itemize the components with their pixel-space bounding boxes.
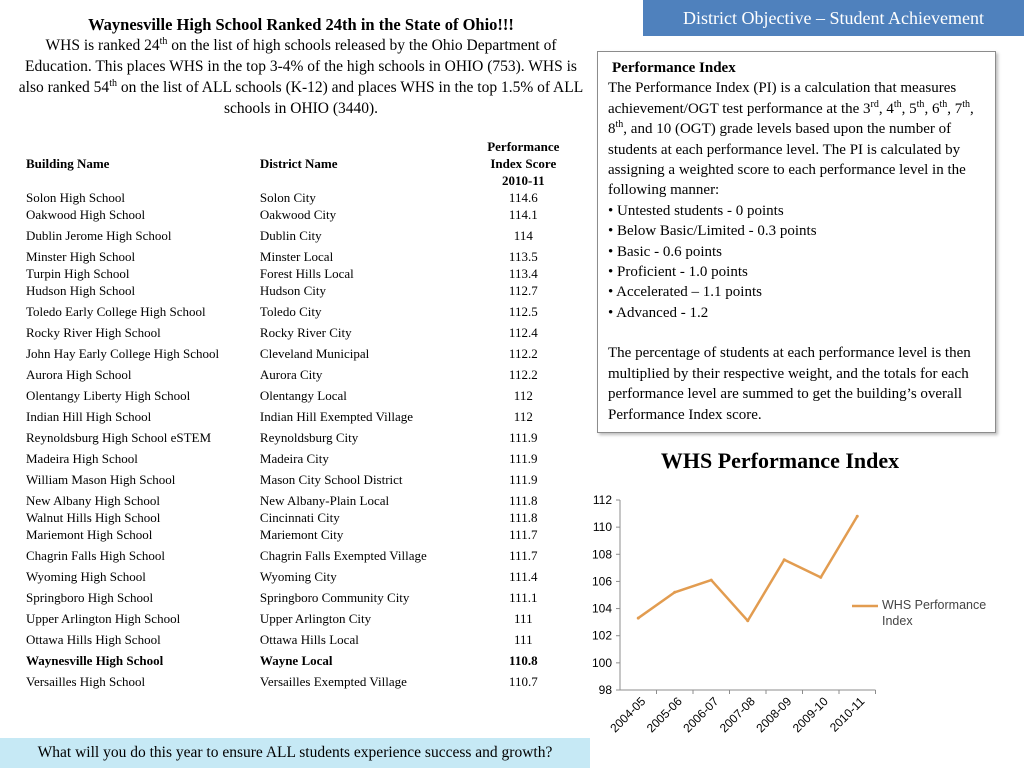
cell-pi-score: 111.8 <box>509 493 538 508</box>
data-point <box>856 515 859 518</box>
rankings-table <box>26 138 576 690</box>
pi-intro-grade: 8 <box>608 121 616 138</box>
table-row <box>26 606 576 627</box>
pi-intro-sup: th <box>939 98 948 110</box>
cell-district-name: Minster Local <box>259 249 334 264</box>
cell-district-name: New Albany-Plain Local <box>259 493 390 508</box>
cell-district-name: Chagrin Falls Exempted Village <box>259 548 427 563</box>
cell-building-name: Dublin Jerome High School <box>26 228 172 243</box>
y-tick-label: 106 <box>591 574 612 589</box>
cell-building-name: Indian Hill High School <box>26 409 152 424</box>
pi-bullet-item: • Untested students - 0 points <box>608 202 784 219</box>
pi-bullet-list <box>608 201 989 323</box>
table-row <box>26 467 576 488</box>
cell-district-name: Oakwood City <box>259 207 337 222</box>
cell-building-name: Solon High School <box>26 190 125 205</box>
cell-building-name: Springboro High School <box>26 590 154 605</box>
cell-building-name: Wyoming High School <box>26 569 146 584</box>
x-tick-label: 2007-08 <box>716 694 758 736</box>
cell-district-name: Springboro Community City <box>259 590 410 605</box>
cell-pi-score: 111 <box>514 611 533 626</box>
table-row <box>26 265 576 282</box>
cell-district-name: Rocky River City <box>259 325 352 340</box>
pi-intro-grade: 7 <box>954 100 963 117</box>
cell-building-name: Hudson High School <box>26 283 136 298</box>
table-row <box>26 509 576 526</box>
cell-pi-score: 111.7 <box>509 527 538 542</box>
table-row <box>26 526 576 543</box>
cell-building-name: Mariemont High School <box>26 527 153 542</box>
table-row <box>26 320 576 341</box>
cell-district-name: Reynoldsburg City <box>259 430 359 445</box>
cell-district-name: Versailles Exempted Village <box>259 674 407 689</box>
headline-body <box>12 35 590 119</box>
cell-district-name: Aurora City <box>259 367 323 382</box>
headline-text-2: on the list of high schools released by the Ohio Department of Education. This places WHS in the top 3-4% of the high schools in OHIO (753). WHS is also ranked 54 <box>18 37 577 96</box>
pi-intro-sup: th <box>916 98 925 110</box>
cell-district-name: Forest Hills Local <box>259 266 354 281</box>
cell-building-name: Minster High School <box>26 249 136 264</box>
table-row <box>26 282 576 299</box>
pi-intro-grade: 6 <box>931 100 940 117</box>
legend-label: WHS Performance Index <box>882 598 987 628</box>
cell-pi-score: 114.6 <box>508 190 538 205</box>
table-row <box>26 564 576 585</box>
cell-district-name: Indian Hill Exempted Village <box>259 409 414 424</box>
table-row <box>26 189 576 206</box>
cell-pi-score: 112.2 <box>508 346 538 361</box>
pi-intro-grade: 4 <box>886 100 894 117</box>
x-tick-label: 2004-05 <box>607 694 649 736</box>
pi-intro-text: (OGT) grade levels based upon the number of students at each performance level. The PI is calculated by assigning a weighted score to each performance level in the following manner: <box>608 121 966 199</box>
pi-intro-grade: 5 <box>909 100 917 117</box>
cell-building-name: Ottawa Hills High School <box>26 632 161 647</box>
headline-text-1: WHS is ranked 24 <box>45 37 160 54</box>
header-score-line-2: Index Score <box>490 156 557 171</box>
table-row <box>26 206 576 223</box>
table-row <box>26 627 576 648</box>
cell-pi-score: 111.1 <box>509 590 538 605</box>
cell-building-name: Olentangy Liberty High School <box>26 388 191 403</box>
x-tick-label: 2005-06 <box>643 694 685 736</box>
pi-intro-sup: rd <box>870 98 879 110</box>
cell-district-name: Wyoming City <box>259 569 337 584</box>
header-score-line-3: 2010-11 <box>502 173 545 188</box>
cell-district-name: Hudson City <box>259 283 326 298</box>
cell-building-name: Aurora High School <box>26 367 132 382</box>
cell-building-name: New Albany High School <box>26 493 160 508</box>
pi-bullet-item: • Proficient - 1.0 points <box>608 264 748 281</box>
header-building-name: Building Name <box>26 156 110 171</box>
cell-building-name: Madeira High School <box>26 451 138 466</box>
cell-pi-score: 111.8 <box>509 510 538 525</box>
performance-index-chart <box>570 480 1010 750</box>
headline-title: Waynesville High School Ranked 24th in the State of Ohio!!! <box>88 15 514 34</box>
header-pi-score <box>471 138 576 189</box>
cell-district-name: Cleveland Municipal <box>259 346 370 361</box>
cell-building-name: John Hay Early College High School <box>26 346 220 361</box>
table-row <box>26 446 576 467</box>
cell-district-name: Upper Arlington City <box>259 611 372 626</box>
pi-bullet-item: • Basic - 0.6 points <box>608 243 722 260</box>
cell-district-name: Solon City <box>259 190 316 205</box>
table-row <box>26 341 576 362</box>
section-banner: District Objective – Student Achievement <box>643 0 1024 36</box>
cell-pi-score: 111.9 <box>509 451 538 466</box>
x-tick-label: 2009-10 <box>789 694 831 736</box>
legend <box>882 597 1010 637</box>
headline-sup-1: th <box>159 35 168 47</box>
data-point <box>637 617 640 620</box>
cell-building-name: Upper Arlington High School <box>26 611 181 626</box>
bottom-question-bar: What will you do this year to ensure ALL students experience success and growth? <box>0 738 590 768</box>
cell-building-name: Rocky River High School <box>26 325 161 340</box>
headline-sup-2: th <box>109 77 117 89</box>
y-tick-label: 98 <box>598 683 612 697</box>
cell-building-name: Waynesville High School <box>26 653 164 668</box>
table-row <box>26 425 576 446</box>
pi-bullet-item: • Below Basic/Limited - 0.3 points <box>608 223 817 240</box>
cell-district-name: Toledo City <box>259 304 322 319</box>
table-row <box>26 383 576 404</box>
table-row <box>26 488 576 509</box>
cell-building-name: Turpin High School <box>26 266 130 281</box>
data-point <box>819 576 822 579</box>
pi-box-intro: The Performance Index (PI) is a calculation that measures achievement/OGT test performance at the 3rd, 4th, 5th, 6th, 7th, 8th, and 10 (OGT) grade levels based upon the number of students at each performance level. The PI is calculated by assigning a weighted score to each performance level in the following manner: <box>608 80 974 199</box>
y-tick-label: 110 <box>592 520 612 535</box>
y-tick-label: 112 <box>592 493 612 507</box>
table-row <box>26 223 576 244</box>
y-tick-label: 108 <box>591 547 612 562</box>
pi-intro-sup: th <box>893 98 902 110</box>
table-row <box>26 362 576 383</box>
cell-pi-score: 113.4 <box>508 266 538 281</box>
performance-index-box <box>597 51 996 433</box>
cell-pi-score: 112 <box>513 388 533 403</box>
x-tick-label: 2008-09 <box>753 694 795 736</box>
header-district-name: District Name <box>259 156 338 171</box>
pi-intro-grade: 10 <box>656 121 672 138</box>
table-header-row <box>26 138 576 189</box>
pi-intro-text: The Performance Index (PI) is a calculation that measures achievement/OGT test performance at the 3 <box>608 80 957 117</box>
cell-building-name: Walnut Hills High School <box>26 510 161 525</box>
cell-district-name: Mason City School District <box>259 472 403 487</box>
headline-block <box>12 14 590 119</box>
cell-district-name: Dublin City <box>259 228 322 243</box>
data-point <box>673 591 676 594</box>
cell-pi-score: 113.5 <box>508 249 538 264</box>
table-row <box>26 669 576 690</box>
cell-pi-score: 112 <box>513 409 533 424</box>
cell-pi-score: 111.9 <box>509 472 538 487</box>
table-row <box>26 244 576 265</box>
cell-pi-score: 112.7 <box>508 283 538 298</box>
pi-box-title: Performance Index <box>612 60 736 76</box>
cell-pi-score: 111 <box>514 632 533 647</box>
table-row <box>26 404 576 425</box>
cell-pi-score: 114.1 <box>508 207 538 222</box>
cell-building-name: Chagrin Falls High School <box>26 548 166 563</box>
cell-building-name: Reynoldsburg High School eSTEM <box>26 430 212 445</box>
x-tick-label: 2006-07 <box>680 694 722 736</box>
cell-pi-score: 112.4 <box>508 325 538 340</box>
cell-building-name: Versailles High School <box>26 674 146 689</box>
table-row <box>26 543 576 564</box>
cell-pi-score: 111.7 <box>509 548 538 563</box>
cell-pi-score: 112.2 <box>508 367 538 382</box>
table-row <box>26 648 576 669</box>
data-point <box>746 619 749 622</box>
cell-pi-score: 114 <box>513 228 533 243</box>
cell-pi-score: 111.4 <box>509 569 538 584</box>
y-tick-label: 102 <box>591 628 612 643</box>
cell-district-name: Ottawa Hills Local <box>259 632 359 647</box>
pi-intro-sup: th <box>615 119 624 131</box>
cell-pi-score: 110.8 <box>509 653 538 668</box>
table-body <box>26 189 576 690</box>
cell-building-name: William Mason High School <box>26 472 176 487</box>
series-line-whs-performance-index <box>638 516 857 621</box>
y-tick-label: 100 <box>591 655 612 670</box>
pi-box-closing: The percentage of students at each performance level is then multiplied by their respective weight, and the totals for each performance level are summed to get the building’s overall Performance Index score. <box>608 345 971 423</box>
cell-building-name: Oakwood High School <box>26 207 146 222</box>
cell-district-name: Wayne Local <box>259 653 333 668</box>
cell-pi-score: 110.7 <box>508 674 538 689</box>
table-row <box>26 299 576 320</box>
header-score-line-1: Performance <box>487 139 560 154</box>
cell-district-name: Olentangy Local <box>259 388 347 403</box>
cell-district-name: Cincinnati City <box>259 510 340 525</box>
data-point <box>710 579 713 582</box>
headline-text-3: on the list of ALL schools (K-12) and places WHS in the top 1.5% of ALL schools in OHIO (3440). <box>116 79 584 117</box>
cell-building-name: Toledo Early College High School <box>26 304 206 319</box>
y-tick-label: 104 <box>591 601 612 616</box>
x-tick-label: 2010-11 <box>826 694 868 735</box>
chart-title: WHS Performance Index <box>660 448 900 473</box>
pi-bullet-item: • Accelerated – 1.1 points <box>608 284 762 301</box>
pi-intro-sup: th <box>962 98 970 110</box>
data-point <box>783 558 786 561</box>
pi-bullet-item: • Advanced - 1.2 <box>608 304 709 321</box>
cell-pi-score: 112.5 <box>508 304 538 319</box>
cell-district-name: Mariemont City <box>259 527 344 542</box>
cell-district-name: Madeira City <box>259 451 329 466</box>
cell-pi-score: 111.9 <box>509 430 538 445</box>
table-row <box>26 585 576 606</box>
